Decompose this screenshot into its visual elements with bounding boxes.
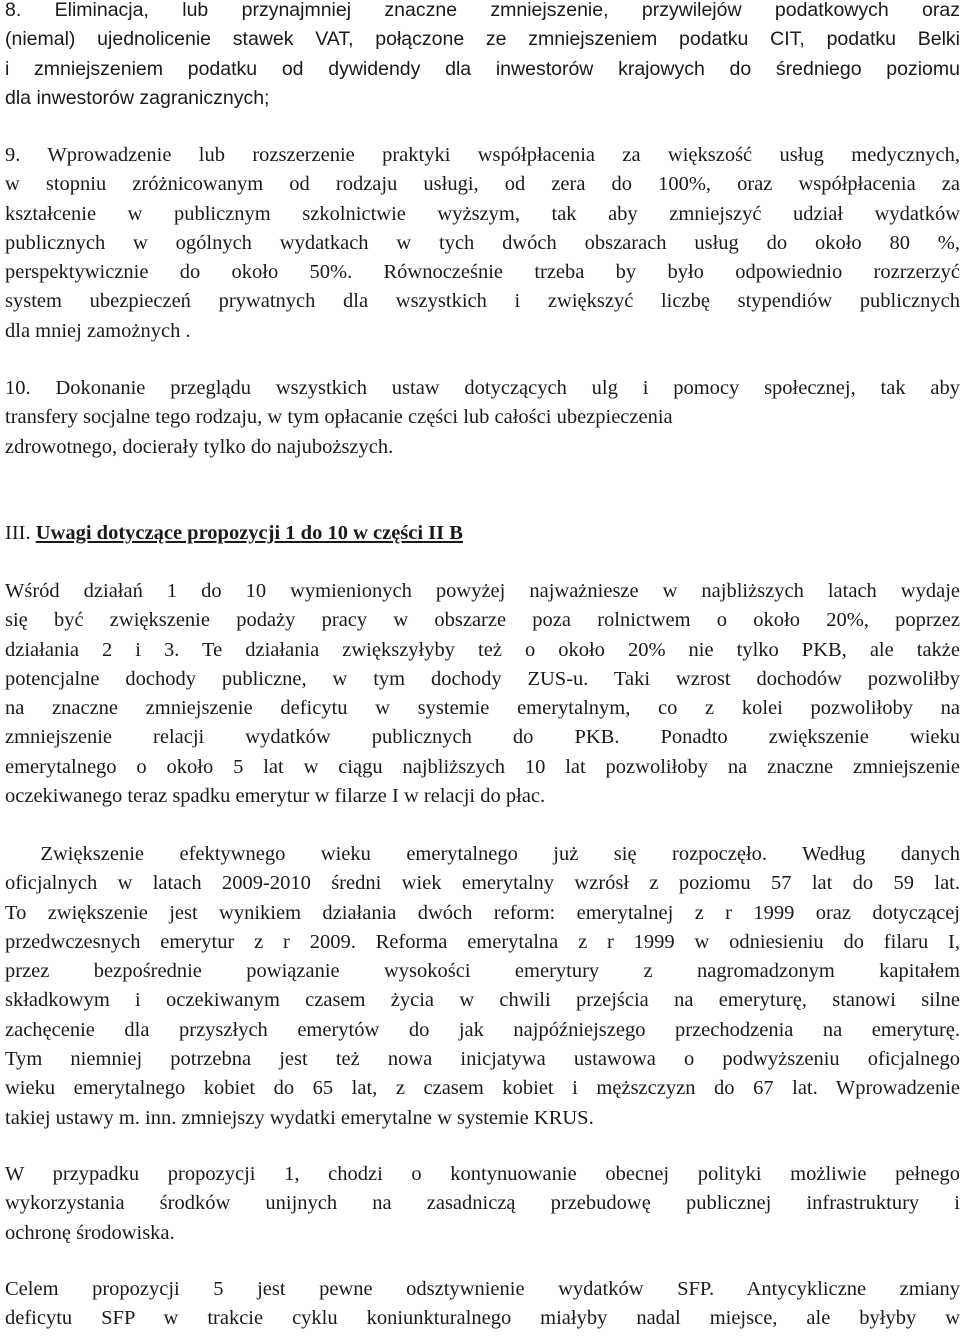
text-line: dla inwestorów zagranicznych; (5, 86, 270, 109)
text-line: ochronę środowiska. (5, 1221, 175, 1244)
text-line: 10. Dokonanie przeglądu wszystkich ustaw dotyczących ulg i pomocy społecznej, tak aby (5, 377, 960, 399)
paragraph-3 (5, 1160, 960, 1248)
text-line: działania 2 i 3. Te działania zwiększyłyby też o około 20% nie tylko PKB, ale także (5, 638, 960, 661)
text-line: na znaczne zmniejszenie deficytu w systemie emerytalnym, co z kolei pozwoliłoby na (5, 697, 960, 720)
text-line: Celem propozycji 5 jest pewne odsztywnienie wydatków SFP. Antycykliczne zmiany (5, 1278, 960, 1300)
text-line: się być zwiększenie podaży pracy w obszarze poza rolnictwem o około 20%, poprzez (5, 609, 960, 632)
list-item-10 (5, 374, 960, 462)
text-line: emerytalnego o około 5 lat w ciągu najbliższych 10 lat pozwoliłoby na znaczne zmniejszenie (5, 755, 960, 778)
text-line: zachęcenie dla przyszłych emerytów do jak najpóźniejszego przechodzenia na emeryturę. (5, 1018, 960, 1041)
section-number: III. (5, 522, 31, 544)
text-line: wieku emerytalnego kobiet do 65 lat, z czasem kobiet i męższczyzn do 67 lat. Wprowadzenie (5, 1077, 960, 1100)
text-line: deficytu SFP w trakcie cyklu koniunkturalnego miałyby nadal miejsce, ale byłyby w (5, 1307, 960, 1330)
text-line: składkowym i oczekiwanym czasem życia w chwili przejścia na emeryturę, stanowi silne (5, 989, 960, 1012)
list-item-9 (5, 141, 960, 346)
text-line: oficjalnych w latach 2009-2010 średni wiek emerytalny wzrósł z poziomu 57 lat do 59 lat. (5, 872, 960, 895)
text-line: dla mniej zamożnych . (5, 319, 191, 342)
text-line: w stopniu zróżnicowanym od rodzaju usługi, od zera do 100%, oraz współpłacenia za (5, 173, 960, 196)
text-line: przez bezpośrednie powiązanie wysokości emerytury z nagromadzonym kapitałem (5, 960, 960, 983)
text-line: 8. Eliminacja, lub przynajmniej znaczne zmniejszenie, przywilejów podatkowych oraz (5, 0, 960, 21)
text-line: przedwczesnych emerytur z r 2009. Reforma emerytalna z r 1999 w odniesieniu do filaru I, (5, 930, 960, 953)
paragraph-4 (5, 1275, 960, 1334)
text-line: To zwiększenie jest wynikiem działania dwóch reform: emerytalnej z r 1999 oraz dotyczącej (5, 901, 960, 924)
text-line: oczekiwanego teraz spadku emerytur w filarze I w relacji do płac. (5, 785, 546, 808)
section-heading (5, 519, 960, 548)
section-title: Uwagi dotyczące propozycji 1 do 10 w części II B (35, 522, 463, 544)
text-line: Tym niemniej potrzebna jest też nowa inicjatywa ustawowa o podwyższeniu oficjalnego (5, 1048, 960, 1071)
text-line: zdrowotnego, docierały tylko do najuboższych. (5, 435, 394, 458)
text-line: 9. Wprowadzenie lub rozszerzenie praktyki współpłacenia za większość usług medycznych, (5, 144, 960, 166)
text-line: publicznych w ogólnych wydatkach w tych dwóch obszarach usług do około 80 %, (5, 231, 960, 254)
text-line: potencjalne dochody publiczne, w tym dochody ZUS-u. Taki wzrost dochodów pozwoliłby (5, 667, 960, 690)
text-line: zmniejszenie relacji wydatków publicznych do PKB. Ponadto zwiększenie wieku (5, 726, 960, 749)
text-line: kształcenie w publicznym szkolnictwie wyższym, tak aby zmniejszyć udział wydatków (5, 202, 960, 225)
text-line: i zmniejszeniem podatku od dywidendy dla inwestorów krajowych do średniego poziomu (5, 57, 960, 80)
text-line: takiej ustawy m. inn. zmniejszy wydatki emerytalne w systemie KRUS. (5, 1106, 594, 1129)
text-line: perspektywicznie do około 50%. Równocześnie trzeba by było odpowiednio rozrzerzyć (5, 261, 960, 284)
text-line: (niemal) ujednolicenie stawek VAT, połączone ze zmniejszeniem podatku CIT, podatku Belki (5, 28, 960, 51)
text-line: W przypadku propozycji 1, chodzi o kontynuowanie obecnej polityki możliwie pełnego (5, 1163, 960, 1185)
paragraph-1 (5, 577, 960, 811)
paragraph-2 (5, 840, 960, 1133)
text-line: Wśród działań 1 do 10 wymienionych powyżej najważniesze w najbliższych latach wydaje (5, 580, 960, 602)
list-item-8 (5, 0, 960, 113)
text-line: Zwiększenie efektywnego wieku emerytalnego już się rozpoczęło. Według danych (5, 843, 960, 865)
text-line: system ubezpieczeń prywatnych dla wszystkich i zwiększyć liczbę stypendiów publicznych (5, 290, 960, 313)
text-line: transfery socjalne tego rodzaju, w tym opłacanie części lub całości ubezpieczenia (5, 406, 673, 429)
text-line: wykorzystania środków unijnych na zasadniczą przebudowę publicznej infrastruktury i (5, 1192, 960, 1215)
